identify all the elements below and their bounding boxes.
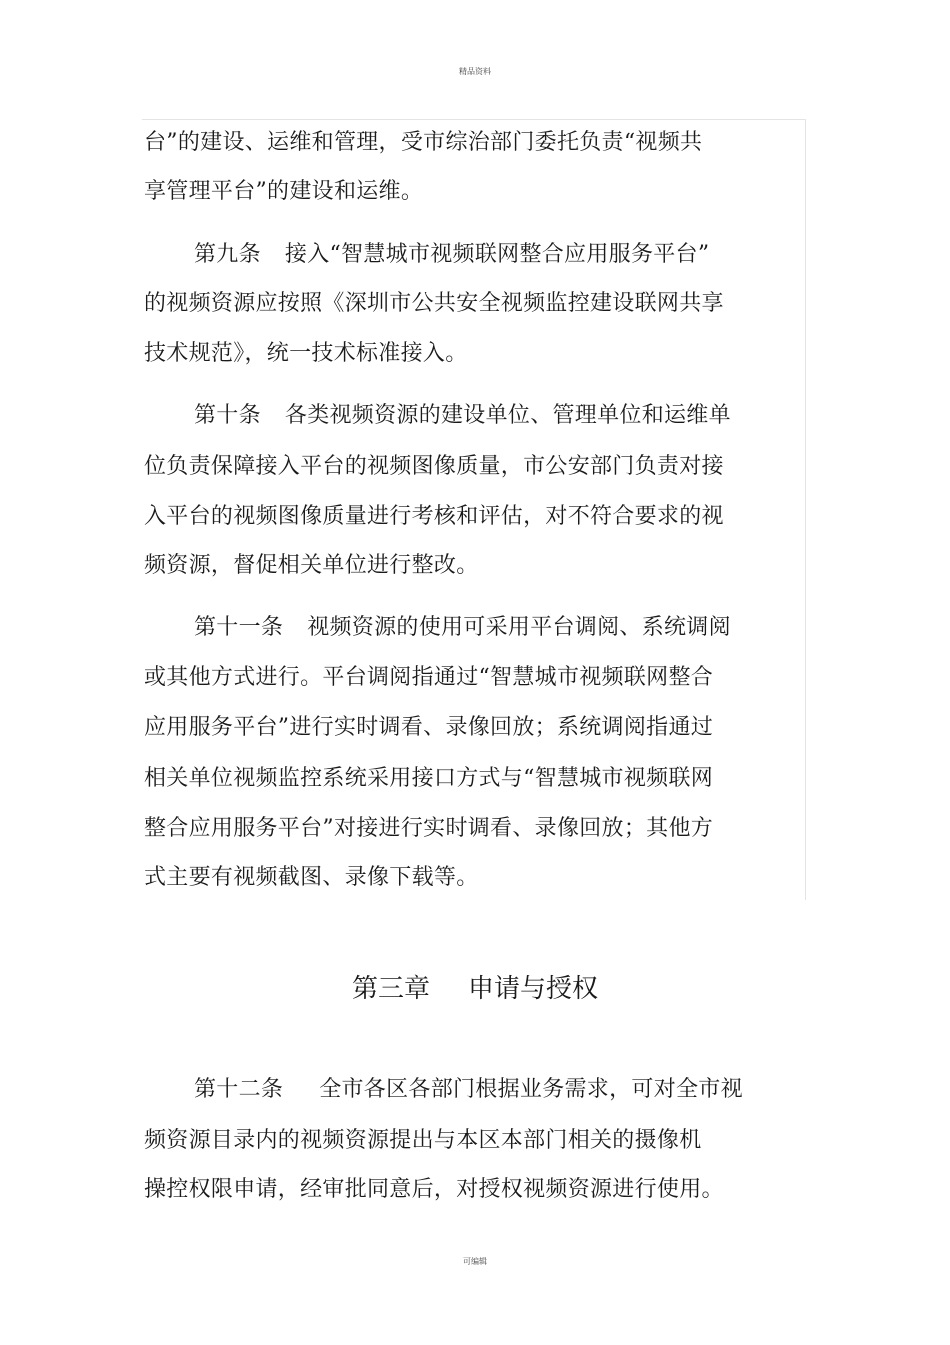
article10-first-line (194, 401, 731, 431)
article11-line-4: 相关单位视频监控系统采用接口方式与“智慧城市视频联网 (144, 766, 714, 791)
article11-line-6: 式主要有视频截图、录像下载等。 (144, 865, 479, 890)
article10-line-1: 各类视频资源的建设单位、管理单位和运维单 (284, 403, 731, 428)
article12-line-2: 频资源目录内的视频资源提出与本区本部门相关的摄像机 (144, 1128, 702, 1153)
article12-first-line (194, 1075, 743, 1105)
article9-line-3: 技术规范》，统一技术标准接入。 (144, 341, 468, 366)
article12-title: 第十二条 (194, 1077, 284, 1102)
article11-line-1: 视频资源的使用可采用平台调阅、系统调阅 (307, 615, 731, 640)
chapter-title: 申请与授权 (468, 974, 599, 1004)
article10-line-4: 频资源，督促相关单位进行整改。 (144, 553, 479, 578)
chapter-heading (0, 972, 950, 1006)
article10-line-2: 位负责保障接入平台的视频图像质量，市公安部门负责对接 (144, 454, 724, 479)
article9-first-line (194, 240, 709, 270)
page-header: 精品资料 (459, 67, 491, 76)
article11-title: 第十一条 (194, 615, 284, 640)
article10-line-3: 入平台的视频图像质量进行考核和评估，对不符合要求的视 (144, 504, 724, 529)
article8-line-2: 享管理平台”的建设和运维。 (144, 179, 424, 204)
article11-line-5: 整合应用服务平台”对接进行实时调看、录像回放；其他方 (144, 816, 714, 841)
article12-line-1: 全市各区各部门根据业务需求，可对全市视 (319, 1077, 743, 1102)
article11-line-3: 应用服务平台”进行实时调看、录像回放；系统调阅指通过 (144, 715, 714, 740)
article8-line-1: 台”的建设、运维和管理，受市综治部门委托负责“视频共 (144, 130, 703, 155)
chapter-number: 第三章 (351, 974, 430, 1004)
article12-line-3: 操控权限申请，经审批同意后，对授权视频资源进行使用。 (144, 1177, 724, 1202)
article11-first-line (194, 613, 731, 643)
article11-line-2: 或其他方式进行。平台调阅指通过“智慧城市视频联网整合 (144, 665, 714, 690)
article10-title: 第十条 (194, 403, 261, 428)
article9-title: 第九条 (194, 242, 261, 267)
page-footer: 可编辑 (463, 1257, 487, 1266)
article9-line-2: 的视频资源应按照《深圳市公共安全视频监控建设联网共享 (144, 291, 724, 316)
article9-line-1: 接入“智慧城市视频联网整合应用服务平台” (284, 242, 710, 267)
